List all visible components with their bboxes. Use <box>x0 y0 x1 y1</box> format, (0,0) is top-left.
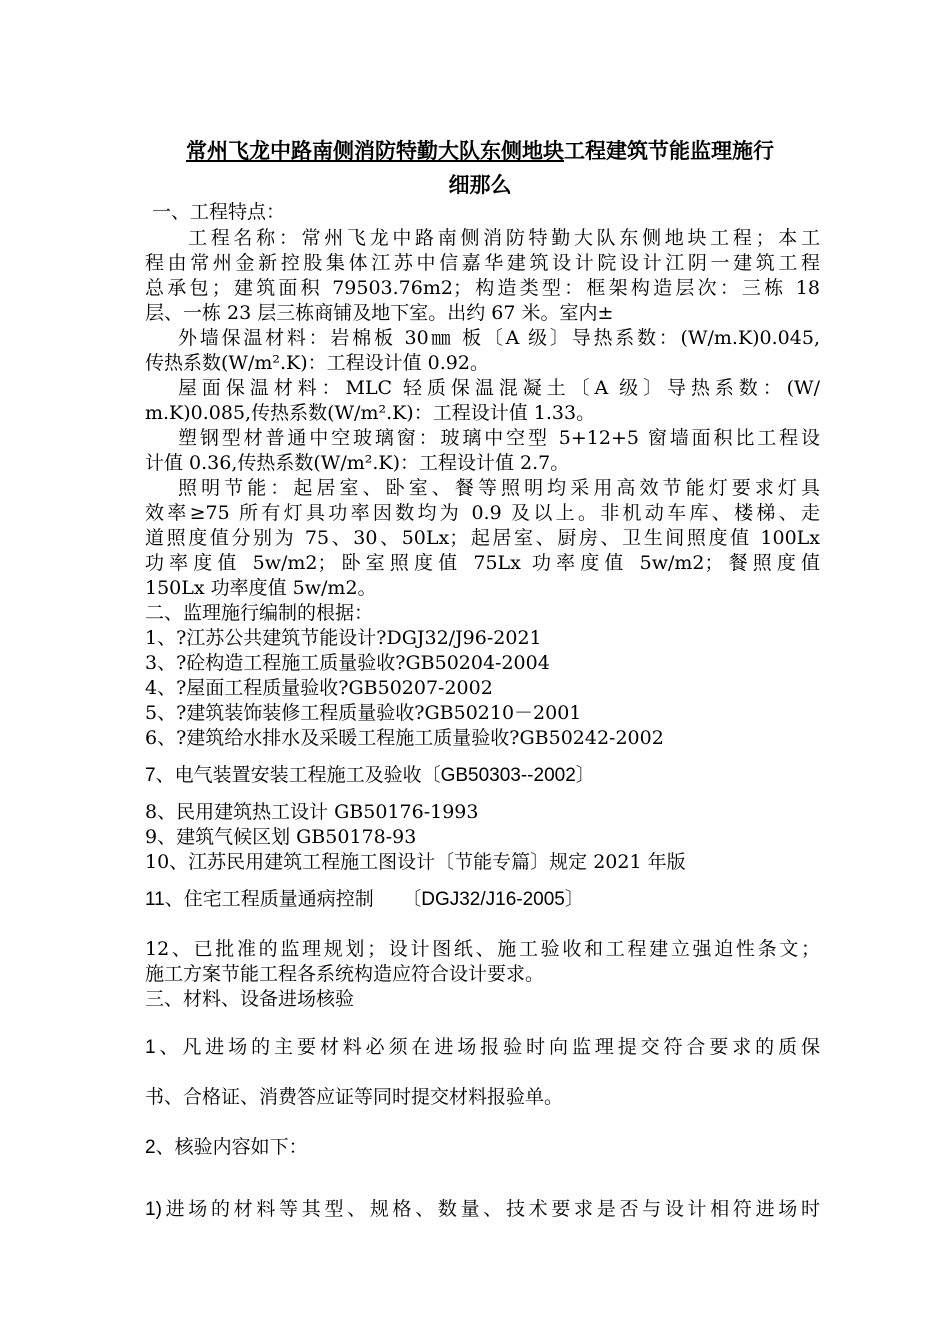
body-line: 工程名称：常州飞龙中路南侧消防特勤大队东侧地块工程；本工 <box>188 227 820 249</box>
body-line: 1、凡进场的主要材料必须在进场报验时向监理提交符合要求的质保 <box>145 1037 820 1058</box>
list-item: 1、?江苏公共建筑节能设计?DGJ32/J96-2021 <box>145 627 542 649</box>
body-line: 150Lx 功率度值 5w/m2。 <box>145 577 377 599</box>
list-item: 7、电气装置安装工程施工及验收〔GB50303--2002〕 <box>145 765 595 786</box>
body-line: 1)进场的材料等其型、规格、数量、技术要求是否与设计相符进场时 <box>145 1199 820 1220</box>
list-item: 6、?建筑给水排水及采暖工程施工质量验收?GB50242-2002 <box>145 727 664 749</box>
heading-project-features: 一、工程特点： <box>152 201 286 223</box>
body-line: 塑钢型材普通中空玻璃窗：玻璃中空型 5+12+5 窗墙面积比工程设 <box>178 427 820 449</box>
title-underlined-part: 常州飞龙中路南侧消防特勤大队东侧地块 <box>186 139 564 163</box>
body-line: 道照度值分别为 75、30、50Lx；起居室、厨房、卫生间照度值 100Lx <box>145 527 820 549</box>
body-line: 效率≥75 所有灯具功率因数均为 0.9 及以上。非机动车库、楼梯、走 <box>145 502 820 524</box>
list-item: 9、建筑气候区划 GB50178-93 <box>145 826 417 848</box>
list-item: 3、?砼构造工程施工质量验收?GB50204-2004 <box>145 652 550 674</box>
document-title <box>140 134 820 202</box>
body-line: 照明节能：起居室、卧室、餐等照明均采用高效节能灯要求灯具 <box>178 477 820 499</box>
list-item: 5、?建筑装饰装修工程质量验收?GB50210－2001 <box>145 702 582 724</box>
list-item: 11、住宅工程质量通病控制 〔DGJ32/J16-2005〕 <box>145 889 584 910</box>
body-line: 计值 0.36,传热系数(W/m².K)：工程设计值 2.7。 <box>145 452 570 474</box>
body-line: 施工方案节能工程各系统构造应符合设计要求。 <box>145 963 545 985</box>
body-line: 外墙保温材料：岩棉板 30㎜ 板〔A 级〕导热系数：(W/m.K)0.045, <box>178 327 820 349</box>
heading-materials: 三、材料、设备进场核验 <box>145 988 355 1010</box>
title-line-2: 细那么 <box>448 173 512 197</box>
title-rest: 工程建筑节能监理施行 <box>564 139 774 163</box>
body-line: 屋面保温材料：MLC 轻质保温混凝土〔A 级〕导热系数：(W/ <box>178 377 820 399</box>
list-item: 8、民用建筑热工设计 GB50176-1993 <box>145 801 479 823</box>
list-item: 10、江苏民用建筑工程施工图设计〔节能专篇〕规定 2021 年版 <box>145 851 686 873</box>
body-line: 传热系数(W/m².K)：工程设计值 0.92。 <box>145 352 489 374</box>
body-line: 程由常州金新控股集体江苏中信嘉华建筑设计院设计江阴一建筑工程 <box>145 252 820 274</box>
body-line: 2、核验内容如下： <box>145 1137 308 1158</box>
body-line: 总承包；建筑面积 79503.76m2；构造类型：框架构造层次：三栋 18 <box>145 277 820 299</box>
body-line: 功率度值 5w/m2；卧室照度值 75Lx 功率度值 5w/m2；餐照度值 <box>145 552 820 574</box>
body-line: m.K)0.085,传热系数(W/m².K)：工程设计值 1.33。 <box>145 402 596 424</box>
heading-basis: 二、监理施行编制的根据： <box>145 602 374 624</box>
body-line: 书、合格证、消费答应证等同时提交材料报验单。 <box>145 1087 564 1108</box>
list-item: 12、已批准的监理规划；设计图纸、施工验收和工程建立强迫性条文； <box>145 938 820 960</box>
body-line: 层、一栋 23 层三栋商铺及地下室。出约 67 米。室内± <box>145 302 614 324</box>
list-item: 4、?屋面工程质量验收?GB50207-2002 <box>145 677 493 699</box>
